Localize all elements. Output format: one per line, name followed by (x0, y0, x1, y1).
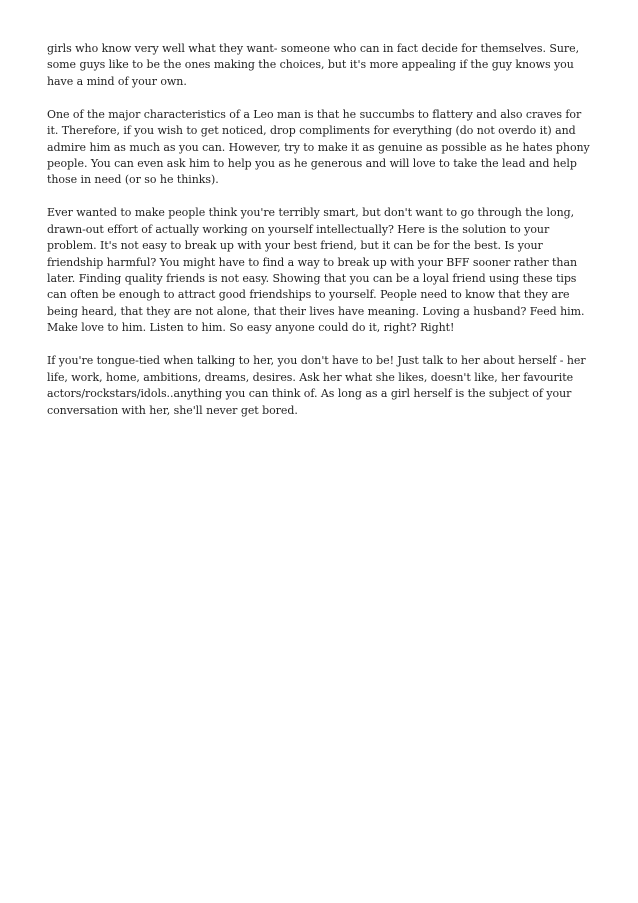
document-body (47, 41, 592, 436)
paragraph-4: If you're tongue-tied when talking to her, you don't have to be! Just talk to her about herself - her life, work, home, ambitions, dreams, desires. Ask her what she likes, doesn't like, her favourite actors/rockstars/idols..anything you can think of. As long as a girl herself is the subject of your conversation with her, she'll never get bored. (47, 354, 586, 417)
paragraph-2: One of the major characteristics of a Leo man is that he succumbs to flattery and also craves for it. Therefore, if you wish to get noticed, drop compliments for everything (do not overdo it) and admire him as much as you can. However, try to make it as genuine as possible as he hates phony people. You can even ask him to help you as he generous and will love to take the lead and help those in need (or so he thinks). (47, 107, 590, 187)
paragraph-1: girls who know very well what they want- someone who can in fact decide for themselves. Sure, some guys like to be the ones making the choices, but it's more appealing if the guy knows you have a mind of your own. (47, 42, 580, 88)
paragraph-3: Ever wanted to make people think you're terribly smart, but don't want to go through the long, drawn-out effort of actually working on yourself intellectually? Here is the solution to your problem. It's not easy to break up with your best friend, but it can be for the best. Is your friendship harmful? You might have to find a way to break up with your BFF sooner rather than later. Finding quality friends is not easy. Showing that you can be a loyal friend using these tips can often be enough to attract good friendships to yourself. People need to know that they are being heard, that they are not alone, that their lives have meaning. Loving a husband? Feed him. Make love to him. Listen to him. So easy anyone could do it, right? Right! (47, 206, 585, 335)
